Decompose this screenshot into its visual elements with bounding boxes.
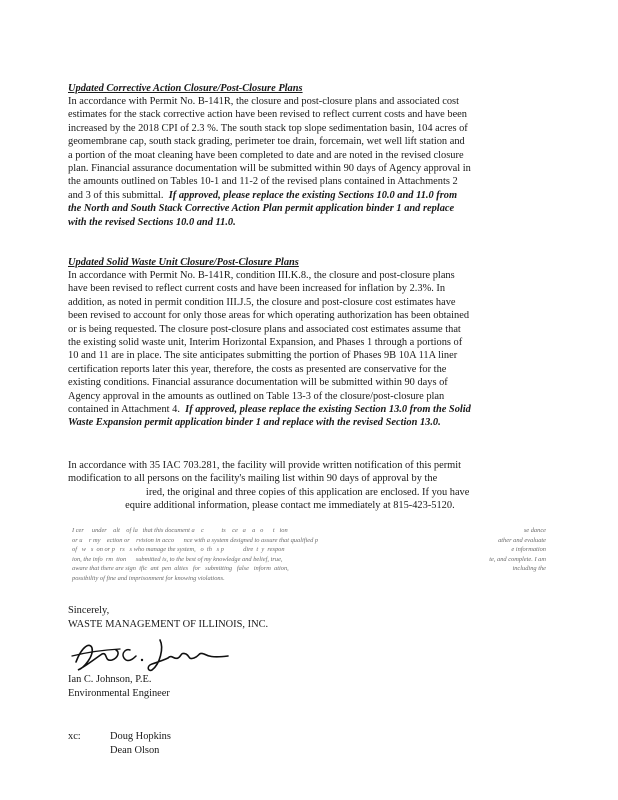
certification-right-fragments (456, 526, 546, 574)
paragraph-line: In accordance with Permit No. B-141R, condition III.K.8., the closure and post-closure plans (68, 270, 455, 281)
paragraph-line: In accordance with Permit No. B-141R, the closure and post-closure plans and associated cost (68, 96, 459, 107)
paragraph-line: plan. Financial assurance documentation will be submitted within 90 days of Agency approval in (68, 163, 471, 175)
certification-line: ion, the info rm tion submitted is, to the best of my knowledge and belief, true, (72, 555, 283, 563)
paragraph-line: existing conditions. Financial assurance documentation will be submitted within 90 days of (68, 377, 448, 389)
paragraph-line (68, 403, 546, 416)
paragraph-line: Agency approval in the amounts as outlined on Table 13-3 of the closure/post-closure plan (68, 390, 445, 402)
bold-instruction-line: Waste Expansion permit application binder 1 and replace with the revised Section 13.0. (68, 417, 441, 429)
closing-block (68, 604, 546, 631)
bold-instruction-text: If approved, please replace the existing Section 13.0 from the Solid (185, 404, 471, 416)
paragraph-line: been revised to account for only those areas for which operating authorization has been obtained (68, 310, 470, 322)
plain-text: contained in Attachment 4. (68, 404, 186, 416)
paragraph-line: 10 and 11 are in place. The site anticipates submitting the portion of Phases 9B 10A 11A liner (68, 350, 458, 362)
bold-instruction-line: the North and South Stack Corrective Action Plan permit application binder 1 and replace (68, 203, 455, 215)
paragraph-line: In accordance with 35 IAC 703.281, the facility will provide written notification of this permit (68, 460, 462, 471)
paragraph-line: or is being requested. The closure post-closure plans and associated cost estimates assume that (68, 323, 461, 335)
solid-waste-heading: Updated Solid Waste Unit Closure/Post-Closure Plans (68, 257, 299, 268)
cc-label: xc: (68, 731, 81, 742)
certification-line: I cer under alt of la that this document a c ts ce a a o t ion (72, 527, 288, 534)
certification-fragment: se dance (523, 527, 546, 534)
corrective-action-heading: Updated Corrective Action Closure/Post-Closure Plans (68, 83, 303, 94)
company-name: WASTE MANAGEMENT OF ILLINOIS, INC. (68, 618, 269, 630)
bold-instruction-text: If approved, please replace the existing Sections 10.0 and 11.0 from (168, 189, 458, 201)
paragraph-line: geomembrane cap, south stack grading, perimeter toe drain, forcemain, wet well lift station and (68, 136, 465, 148)
paragraph-line (68, 189, 546, 202)
bold-instruction-line: with the revised Sections 10.0 and 11.0. (68, 216, 236, 228)
paragraph-line: have been revised to reflect current costs and have been increased for inflation by 2.3%. In (68, 283, 446, 295)
corrective-action-section (68, 82, 546, 229)
certification-line: or u r my ection or rvision in acco nce with a system designed to assure that qualified p (72, 536, 319, 544)
certification-fragment: including the (512, 565, 546, 573)
paragraph-line: estimates for the stack corrective action have been revised to reflect current costs and have been (68, 109, 467, 121)
plain-text: and 3 of this submittal. (68, 189, 169, 201)
paragraph-line: a portion of the moat cleaning have been completed to date and are noted in the revised closure (68, 149, 464, 161)
paragraph-line: ired, the original and three copies of this application are enclosed. If you have (68, 486, 470, 498)
paragraph-line: certification reports later this year, therefore, the costs as presented are conservative for the (68, 363, 447, 375)
paragraph-line: addition, as noted in permit condition III.J.5, the closure and post-closure cost estimates have (68, 296, 456, 308)
cc-recipient: Dean Olson (110, 745, 160, 756)
signer-title: Environmental Engineer (68, 687, 170, 699)
certification-fragment: e information (511, 546, 546, 554)
paragraph-line: the amounts outlined on Tables 10-1 and 11-2 of the revised plans contained in Attachments 2 (68, 176, 458, 188)
paragraph-line: increased by the 2018 CPI of 2.3 %. The south stack top slope sedimentation basin, 104 acres of (68, 122, 468, 134)
cc-recipient: Doug Hopkins (110, 731, 171, 742)
signer-block (68, 673, 546, 700)
certification-line: of w s on or p rs s who manage the system, o th s p dire t y respon (72, 546, 285, 554)
handwritten-signature (68, 636, 238, 676)
notification-paragraph (68, 459, 546, 513)
paragraph-line: the existing solid waste unit, Interim Horizontal Expansion, and Phases 1 through a portions of (68, 337, 463, 349)
certification-fragment: te, and complete. I am (489, 555, 546, 563)
certification-line: aware that there are sign ific ant pen alties for submitting false inform ation, (72, 565, 289, 573)
salutation: Sincerely, (68, 605, 110, 616)
certification-line: possibility of fine and imprisonment for knowing violations. (72, 574, 225, 582)
paragraph-line: modification to all persons on the facility's mailing list within 90 days of approval by the (68, 473, 438, 485)
certification-fragment: ather and evaluate (498, 536, 546, 544)
signer-name: Ian C. Johnson, P.E. (68, 674, 152, 685)
paragraph-line: equire additional information, please contact me immediately at 815-423-5120. (68, 500, 455, 512)
solid-waste-section (68, 256, 546, 430)
